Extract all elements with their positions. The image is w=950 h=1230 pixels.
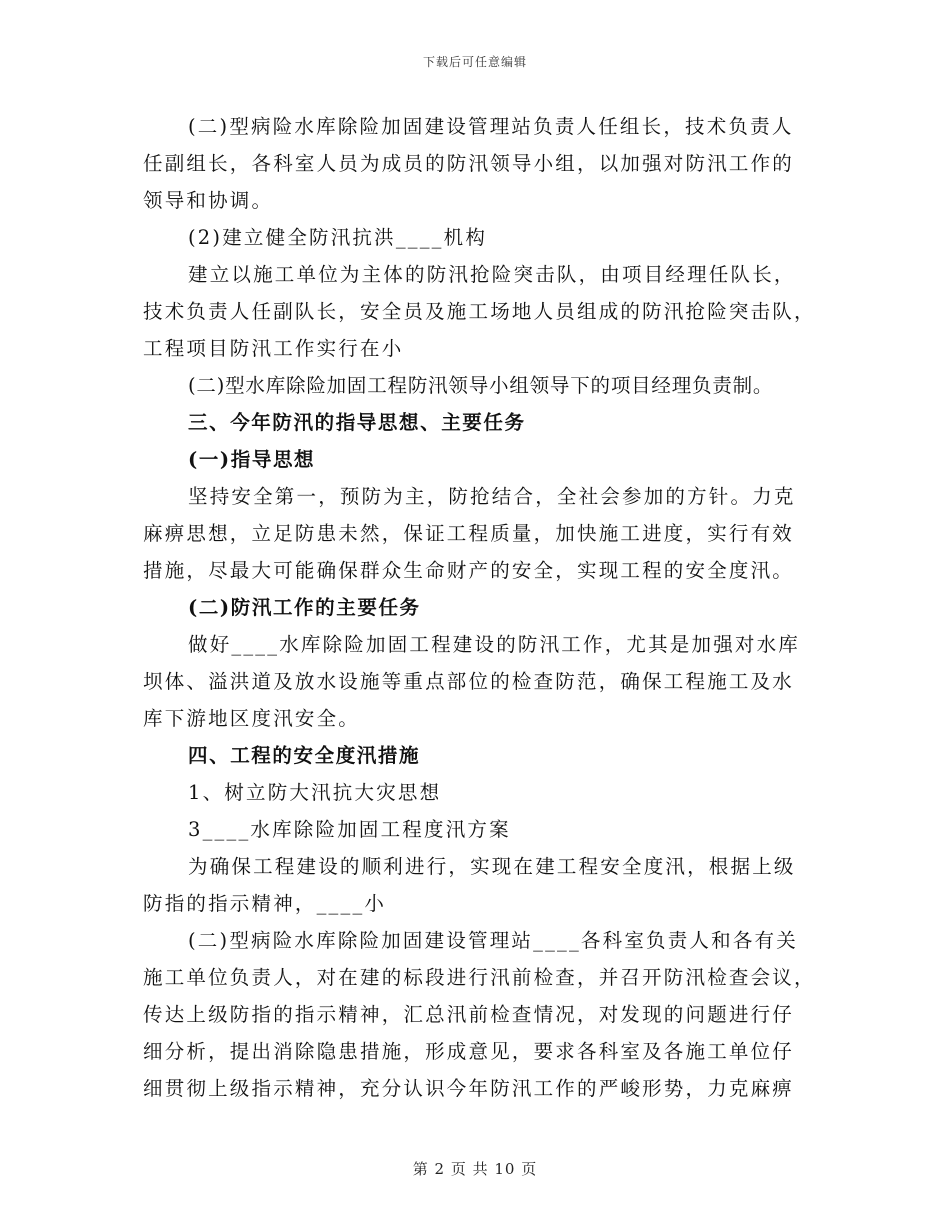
paragraph-line: 坚持安全第一，预防为主，防抢结合，全社会参加的方针。力克 (188, 485, 796, 508)
paragraph-line: 施工单位负责人，对在建的标段进行汛前检查，并召开防汛检查会议， (143, 966, 816, 989)
paragraph-line: 防指的指示精神，____小 (143, 892, 387, 915)
paragraph-line: 坝体、溢洪道及放水设施等重点部位的检查防范，确保工程施工及水 (143, 670, 795, 693)
paragraph-line: 库下游地区度汛安全。 (143, 707, 361, 730)
paragraph-line: 工程项目防汛工作实行在小 (143, 337, 404, 360)
section-heading: 三、今年防汛的指导思想、主要任务 (188, 411, 526, 434)
document-body (143, 108, 815, 1107)
subheading: 3____水库除险加固工程度汛方案 (188, 818, 511, 841)
paragraph-line: 细贯彻上级指示精神，充分认识今年防汛工作的严峻形势，力克麻痹 (143, 1077, 795, 1100)
paragraph-line: (二)型病险水库除险加固建设管理站____各科室负责人和各有关 (188, 929, 798, 952)
paragraph-line: 措施，尽最大可能确保群众生命财产的安全，实现工程的安全度汛。 (143, 559, 795, 582)
paragraph-line: 建立以施工单位为主体的防汛抢险突击队，由项目经理任队长， (188, 263, 796, 286)
paragraph-line: (二)型病险水库除险加固建设管理站负责人任组长，技术负责人 (188, 115, 794, 138)
paragraph-line: (二)型水库除险加固工程防汛领导小组领导下的项目经理负责制。 (188, 374, 774, 397)
paragraph-line: 麻痹思想，立足防患未然，保证工程质量，加快施工进度，实行有效 (143, 522, 795, 545)
paragraph-line: 细分析，提出消除隐患措施，形成意见，要求各科室及各施工单位仔 (143, 1040, 795, 1063)
subheading: 1、树立防大汛抗大灾思想 (188, 781, 442, 804)
subheading: (2)建立健全防汛抗洪____机构 (188, 226, 488, 249)
paragraph-line: 为确保工程建设的顺利进行，实现在建工程安全度汛，根据上级 (188, 855, 796, 878)
section-heading: 四、工程的安全度汛措施 (188, 744, 421, 767)
paragraph-line: 任副组长，各科室人员为成员的防汛领导小组，以加强对防汛工作的 (143, 152, 795, 175)
page-footer: 第 2 页 共 10 页 (412, 1160, 538, 1178)
subsection-heading: (一)指导思想 (188, 448, 316, 471)
paragraph-line: 技术负责人任副队长，安全员及施工场地人员组成的防汛抢险突击队， (143, 300, 816, 323)
page-header: 下载后可任意编辑 (422, 55, 527, 69)
subsection-heading: (二)防汛工作的主要任务 (188, 596, 421, 619)
paragraph-line: 做好____水库除险加固工程建设的防汛工作，尤其是加强对水库 (188, 633, 801, 656)
paragraph-line: 传达上级防指的指示精神，汇总汛前检查情况，对发现的问题进行仔 (143, 1003, 795, 1026)
paragraph-line: 领导和协调。 (143, 189, 274, 212)
